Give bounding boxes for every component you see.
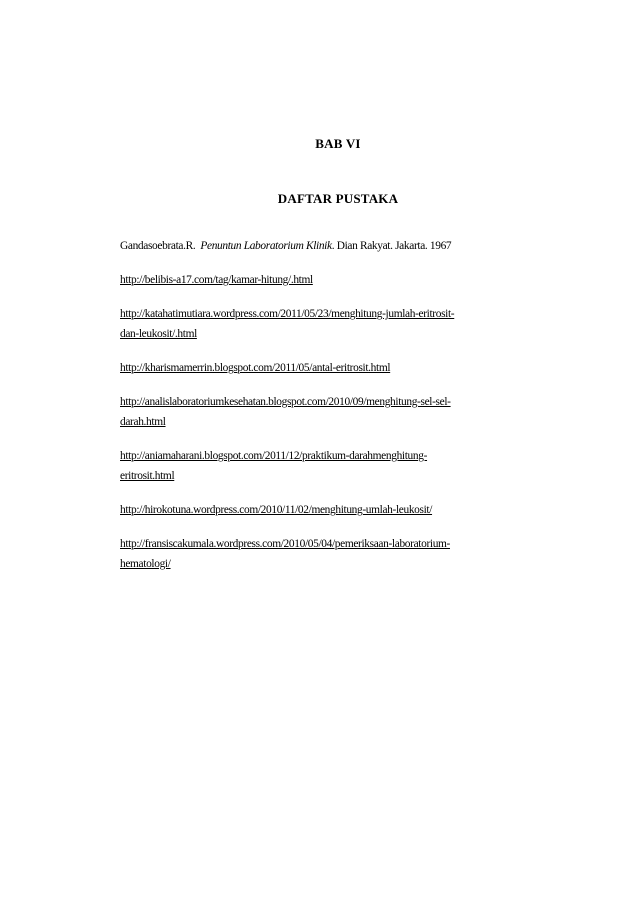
reference-list xyxy=(120,236,520,588)
reference-link-6[interactable] xyxy=(120,500,520,520)
reference-url-continued[interactable]: dan-leukosit/.html xyxy=(120,328,197,340)
reference-url[interactable]: http://belibis-a17.com/tag/kamar-hitung/.html xyxy=(120,274,313,286)
reference-link-5[interactable] xyxy=(120,446,520,486)
reference-link-7[interactable] xyxy=(120,534,520,574)
reference-url-continued[interactable]: hematologi/ xyxy=(120,558,171,570)
reference-url-continued[interactable]: darah.html xyxy=(120,416,166,428)
reference-url[interactable]: http://kharismamerrin.blogspot.com/2011/05/antal-eritrosit.html xyxy=(120,362,391,374)
reference-link-2[interactable] xyxy=(120,304,520,344)
chapter-title: BAB VI xyxy=(315,136,361,151)
reference-url[interactable]: http://analislaboratoriumkesehatan.blogspot.com/2010/09/menghitung-sel-sel- xyxy=(120,396,451,408)
reference-link-1[interactable] xyxy=(120,270,520,290)
reference-url[interactable]: http://aniamaharani.blogspot.com/2011/12/praktikum-darahmenghitung- xyxy=(120,450,428,462)
reference-url-continued[interactable]: eritrosit.html xyxy=(120,470,175,482)
reference-url[interactable]: http://hirokotuna.wordpress.com/2010/11/02/menghitung-umlah-leukosit/ xyxy=(120,504,433,516)
section-heading: DAFTAR PUSTAKA xyxy=(277,191,399,206)
reference-url[interactable]: http://katahatimutiara.wordpress.com/2011/05/23/menghitung-jumlah-eritrosit- xyxy=(120,308,455,320)
reference-url[interactable]: http://fransiscakumala.wordpress.com/2010/05/04/pemeriksaan-laboratorium- xyxy=(120,538,450,550)
reference-book: Gandasoebrata.R. Penuntun Laboratorium Klinik. Dian Rakyat. Jakarta. 1967 xyxy=(120,240,452,252)
book-title: Penuntun Laboratorium Klinik xyxy=(200,240,332,252)
reference-link-3[interactable] xyxy=(120,358,520,378)
book-author: Gandasoebrata.R. xyxy=(120,240,196,252)
book-publisher: Dian Rakyat. Jakarta. 1967 xyxy=(336,240,452,252)
reference-link-4[interactable] xyxy=(120,392,520,432)
